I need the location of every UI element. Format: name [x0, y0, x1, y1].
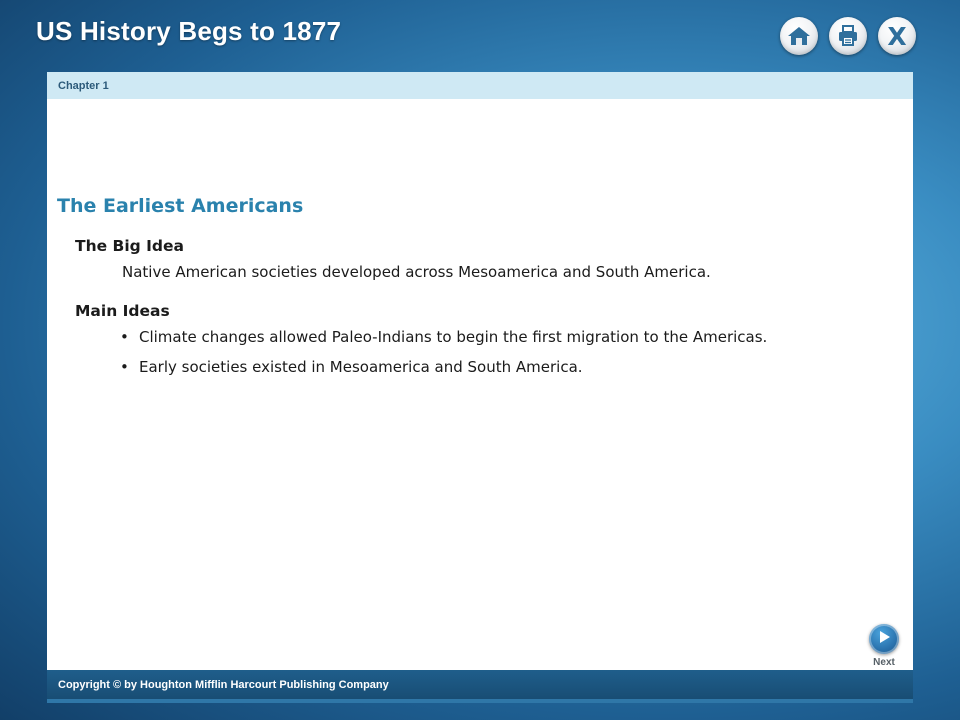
big-idea-text: Native American societies developed across Mesoamerica and South America. [122, 263, 711, 281]
list-item [120, 327, 895, 347]
main-ideas-heading: Main Ideas [75, 302, 170, 320]
chapter-label: Chapter 1 [58, 79, 109, 92]
top-toolbar [780, 17, 916, 55]
main-idea-text: Early societies existed in Mesoamerica and South America. [139, 358, 583, 376]
next-control[interactable] [869, 624, 899, 668]
content-panel [47, 72, 913, 670]
copyright-text: Copyright © by Houghton Mifflin Harcourt Publishing Company [58, 678, 389, 691]
home-icon [787, 25, 811, 47]
chapter-strip [47, 72, 913, 99]
main-idea-text: Climate changes allowed Paleo-Indians to begin the first migration to the Americas. [139, 328, 768, 346]
list-item [120, 357, 895, 377]
print-button[interactable] [829, 17, 867, 55]
section-title: The Earliest Americans [57, 195, 304, 217]
close-button[interactable] [878, 17, 916, 55]
main-ideas-list [75, 327, 895, 377]
play-arrow-icon [877, 630, 891, 649]
next-label[interactable]: Next [873, 657, 895, 668]
close-icon: X [887, 21, 907, 51]
app-title: US History Begs to 1877 [36, 16, 342, 46]
print-icon [837, 25, 859, 47]
bullet-icon: • [120, 358, 129, 376]
section-content [75, 237, 895, 387]
big-idea-heading: The Big Idea [75, 237, 184, 255]
bullet-icon: • [120, 328, 129, 346]
home-button[interactable] [780, 17, 818, 55]
next-button[interactable] [869, 624, 899, 654]
footer-bar [47, 670, 913, 703]
